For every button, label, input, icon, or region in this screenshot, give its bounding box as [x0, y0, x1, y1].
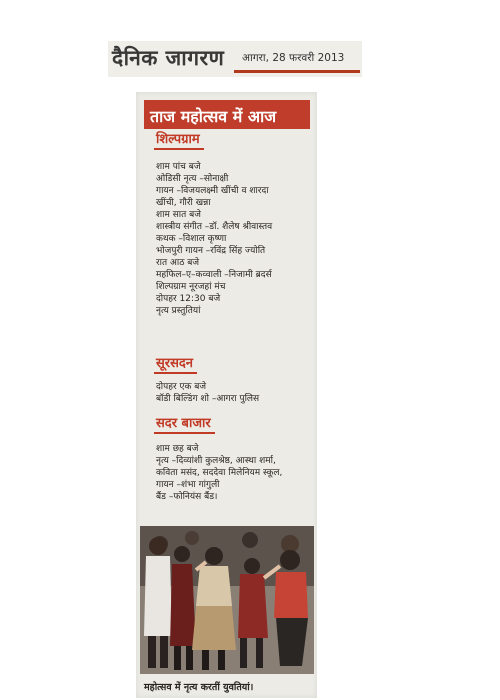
schedule-line: भोजपुरी गायन –रविंद्र सिंह ज्योति	[156, 246, 266, 256]
dance-photo	[140, 526, 314, 674]
schedule-line: नृत्य प्रस्तुतियां	[156, 306, 201, 316]
schedule-line: कविता मसंद, सददेवा मिलेनियम स्कूल,	[156, 468, 283, 478]
newspaper-logo: दैनिक जागरण	[112, 45, 225, 70]
headline: ताज महोत्सव में आज	[150, 107, 277, 126]
schedule-line: बैंड –फोनियंस बैंड।	[156, 492, 218, 502]
schedule-line: दोपहर 12:30 बजे	[156, 294, 221, 304]
headline-bar	[144, 100, 310, 129]
section-title-sadar-bazar: सदर बाजार	[154, 416, 215, 434]
schedule-line: रात आठ बजे	[156, 258, 200, 268]
dateline: आगरा, 28 फरवरी 2013	[242, 52, 345, 64]
schedule-line: कथक –विशाल कृष्णा	[156, 234, 227, 244]
section-title-sursadan: सूरसदन	[154, 356, 197, 374]
schedule-line: शिल्पग्राम नूरजहां मंच	[156, 282, 226, 292]
schedule-line: नृत्य –दिव्यांशी कुलश्रेष्ठ, आस्था शर्मा,	[156, 456, 276, 466]
news-clipping	[136, 92, 317, 698]
schedule-line: खींची, गौरी खन्ना	[156, 198, 211, 208]
schedule-line: दोपहर एक बजे	[156, 382, 207, 392]
schedule-line: बॉडी बिल्डिंग शो –आगरा पुलिस	[156, 394, 260, 404]
schedule-line: गायन –विजयलक्ष्मी खींची व शारदा	[156, 186, 269, 196]
section-title-shilpgram: शिल्पग्राम	[154, 132, 204, 150]
masthead-rule	[234, 70, 360, 73]
schedule-line: शाम छह बजे	[156, 444, 199, 454]
newspaper-masthead	[108, 41, 362, 77]
schedule-line: शाम सात बजे	[156, 210, 201, 220]
schedule-line: शास्त्रीय संगीत –डॉ. शैलेष श्रीवास्तव	[156, 222, 273, 232]
photo-caption: महोत्सव में नृत्य करतीं युवतियां।	[144, 682, 254, 693]
schedule-line: गायन –शंभा गांगुली	[156, 480, 220, 490]
schedule-line: महफिल–ए–कव्वाली –निजामी ब्रदर्स	[156, 270, 272, 280]
schedule-line: शाम पांच बजे	[156, 162, 201, 172]
schedule-line: ओडिसी नृत्य –सोनाक्षी	[156, 174, 229, 184]
